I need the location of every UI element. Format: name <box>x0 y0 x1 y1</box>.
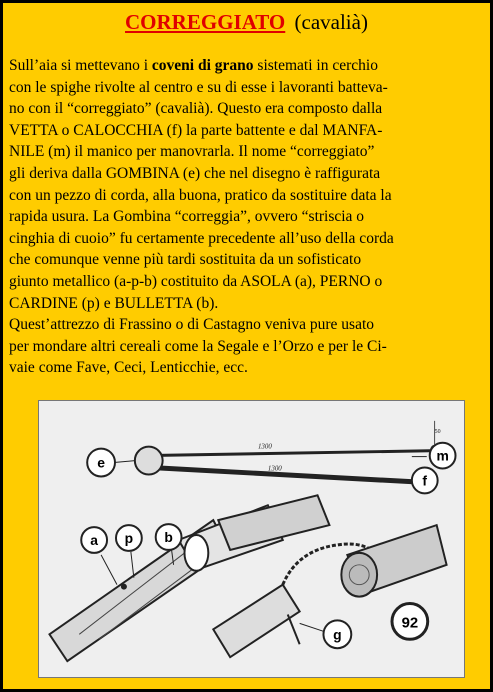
paragraph-line: con le spighe rivolte al centro e su di esse i lavoranti batteva- <box>9 78 388 96</box>
svg-text:e: e <box>97 454 105 471</box>
svg-text:g: g <box>333 626 342 643</box>
label-a <box>81 527 107 553</box>
paragraph-line: gli deriva dalla GOMBINA (e) che nel disegno è raffigurata <box>9 164 381 182</box>
paragraph-line: no con il “correggiato” (cavalià). Questo era composto dalla <box>9 100 383 118</box>
svg-text:a: a <box>90 531 98 548</box>
svg-text:b: b <box>164 528 173 545</box>
label-p <box>116 525 142 551</box>
svg-text:p: p <box>124 529 134 546</box>
title-subtitle: (cavalià) <box>294 10 368 34</box>
dimension-top: 1300 <box>257 442 272 451</box>
label-g <box>323 620 351 648</box>
svg-text:f: f <box>422 472 428 489</box>
svg-text:92: 92 <box>401 615 419 632</box>
svg-text:m: m <box>436 447 449 464</box>
page-title <box>3 10 490 34</box>
body-paragraph <box>9 55 487 379</box>
label-f <box>412 468 438 494</box>
label-e <box>87 449 115 477</box>
page-number-badge <box>392 604 428 640</box>
paragraph-line: Sull’aia si mettevano i coveni di grano sistemati in cerchio <box>9 57 378 74</box>
paragraph-line: giunto metallico (a-p-b) costituito da ASOLA (a), PERNO o <box>9 272 383 290</box>
paragraph-line: vaie come Fave, Ceci, Lenticchie, ecc. <box>9 359 248 377</box>
paragraph-line: cinghia di cuoio” fu certamente precedente all’uso della corda <box>9 229 394 247</box>
paragraph-line: rapida usura. La Gombina “correggia”, ovvero “striscia o <box>9 208 365 226</box>
label-m <box>430 443 456 469</box>
paragraph-line: CARDINE (p) e BULLETTA (b). <box>9 294 219 312</box>
paragraph-line: che comunque venne più tardi sostituita da un sofisticato <box>9 251 362 269</box>
paragraph-line: con un pezzo di corda, alla buona, pratico da sostituire data la <box>9 186 392 204</box>
paragraph-line: per mondare altri cereali come la Segale e l’Orzo e per le Ci- <box>9 337 387 355</box>
paragraph-line: NILE (m) il manico per manovrarla. Il nome “correggiato” <box>9 143 375 161</box>
paragraph-line: VETTA o CALOCCHIA (f) la parte battente e dal MANFA- <box>9 121 383 139</box>
document-frame <box>3 3 490 689</box>
label-b <box>156 524 182 550</box>
assembled-flail <box>135 421 441 488</box>
dimension-side: 50 <box>434 428 441 435</box>
title-main: CORREGGIATO <box>125 10 286 34</box>
illustration-figure <box>38 400 465 678</box>
correggiato-drawing <box>39 401 464 677</box>
paragraph-line: Quest’attrezzo di Frassino o di Castagno veniva pure usato <box>9 316 375 334</box>
dimension-bottom: 1300 <box>267 464 282 473</box>
